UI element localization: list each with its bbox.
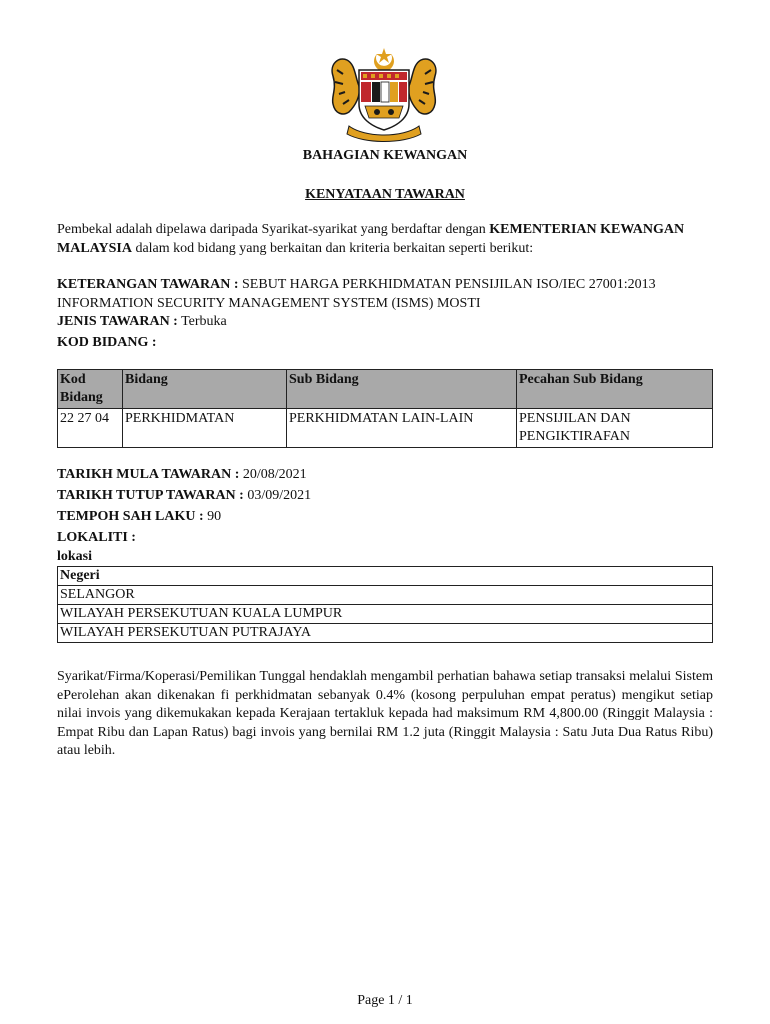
col-header-pecahan-sub-bidang: Pecahan Sub Bidang <box>517 370 713 409</box>
cell-pecahan-sub-bidang: PENSIJILAN DAN PENGIKTIRAFAN <box>517 409 713 448</box>
ministry-name: KEMENTERIAN KEWANGAN MALAYSIA <box>57 222 685 256</box>
tarikh-tutup-value: 03/09/2021 <box>247 488 312 503</box>
cell-kod: 22 27 04 <box>58 409 123 448</box>
jenis-tawaran <box>57 312 227 332</box>
keterangan-label: KETERANGAN TAWARAN : <box>57 277 239 292</box>
tarikh-mula-label: TARIKH MULA TAWARAN : <box>57 467 240 482</box>
lokasi-table <box>57 566 713 643</box>
col-header-kod-bidang: Kod Bidang <box>58 370 123 409</box>
tarikh-tutup <box>57 486 311 506</box>
kod-bidang-heading <box>57 333 157 353</box>
table-header-row <box>58 370 713 409</box>
intro-paragraph <box>57 220 717 258</box>
lokaliti-label: LOKALITI : <box>57 530 136 545</box>
negeri-cell: SELANGOR <box>58 586 713 605</box>
keterangan-value: SEBUT HARGA PERKHIDMATAN PENSIJILAN ISO/IEC 27001:2013 INFORMATION SECURITY MANAGEMENT SYSTEM (ISMS) MOSTI <box>57 277 656 311</box>
negeri-cell: WILAYAH PERSEKUTUAN KUALA LUMPUR <box>58 605 713 624</box>
kod-bidang-table <box>57 369 713 448</box>
document-title: KENYATAAN TAWARAN <box>305 187 465 202</box>
table-row <box>58 409 713 448</box>
fee-notice-paragraph: Syarikat/Firma/Koperasi/Pemilikan Tunggal hendaklah mengambil perhatian bahawa setiap transaksi melalui Sistem ePerolehan akan dikenakan fi perkhidmatan sebanyak 0.4% (kosong perpuluhan empat peratus) mengikut setiap nilai invois yang dikemukakan kepada Kerajaan tertakluk kepada had maksimum RM 4,800.00 (Ringgit Malaysia : Empat Ribu dan Lapan Ratus) bagi invois yang bernilai RM 1.2 juta (Ringgit Malaysia : Satu Juta Dua Ratus Ribu) atau lebih. <box>57 669 713 758</box>
intro-text-after: dalam kod bidang yang berkaitan dan kriteria berkaitan seperti berikut: <box>131 241 534 256</box>
tempoh-sah-laku <box>57 507 221 527</box>
intro-text-before: Pembekal adalah dipelawa daripada Syarikat-syarikat yang berdaftar dengan <box>57 222 490 237</box>
department-title: BAHAGIAN KEWANGAN <box>302 148 468 163</box>
jenis-value: Terbuka <box>181 314 227 329</box>
keterangan-tawaran <box>57 275 717 313</box>
page-number: Page 1 / 1 <box>357 993 413 1008</box>
tarikh-mula <box>57 465 307 485</box>
jenis-label: JENIS TAWARAN : <box>57 314 178 329</box>
table-row <box>58 624 713 643</box>
cell-bidang: PERKHIDMATAN <box>123 409 287 448</box>
tarikh-mula-value: 20/08/2021 <box>242 467 307 482</box>
lokasi-label: lokasi <box>57 549 93 564</box>
col-header-sub-bidang: Sub Bidang <box>287 370 517 409</box>
lokaliti <box>57 528 136 548</box>
table-header-row <box>58 567 713 586</box>
malaysia-coat-of-arms-icon <box>325 46 443 146</box>
tarikh-tutup-label: TARIKH TUTUP TAWARAN : <box>57 488 244 503</box>
table-row <box>58 586 713 605</box>
tempoh-value: 90 <box>207 509 222 524</box>
col-header-negeri: Negeri <box>58 567 713 586</box>
cell-sub-bidang: PERKHIDMATAN LAIN-LAIN <box>287 409 517 448</box>
kod-bidang-label: KOD BIDANG : <box>57 335 157 350</box>
negeri-cell: WILAYAH PERSEKUTUAN PUTRAJAYA <box>58 624 713 643</box>
table-row <box>58 605 713 624</box>
col-header-bidang: Bidang <box>123 370 287 409</box>
tempoh-label: TEMPOH SAH LAKU : <box>57 509 204 524</box>
